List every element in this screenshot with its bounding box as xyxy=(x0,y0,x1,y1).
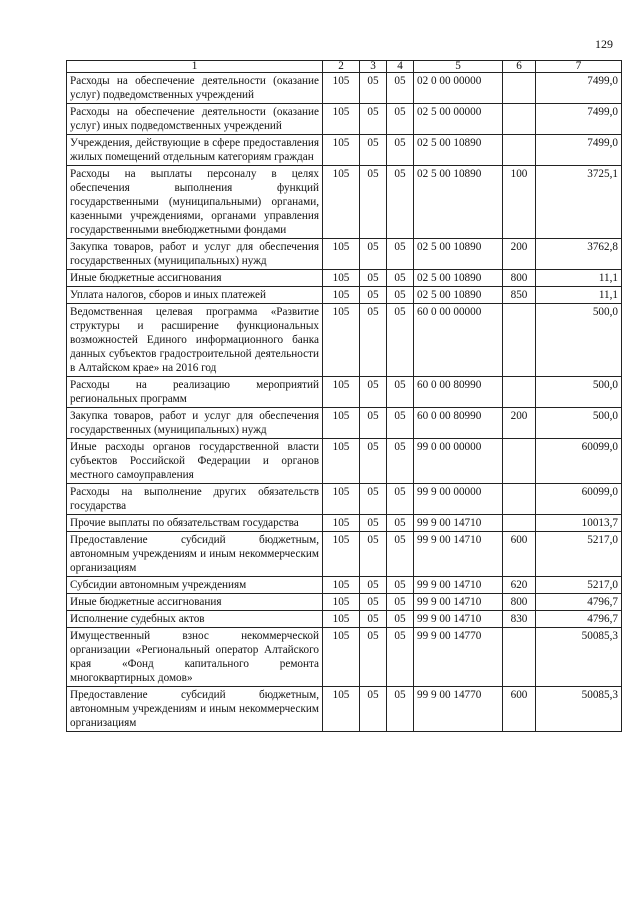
row-name-cell: Расходы на реализацию мероприятий региональных программ xyxy=(67,377,323,408)
admin-code-cell: 105 xyxy=(323,628,360,687)
admin-code-cell: 105 xyxy=(323,239,360,270)
amount-cell: 50085,3 xyxy=(536,628,622,687)
amount-cell: 10013,7 xyxy=(536,515,622,532)
row-name-cell: Закупка товаров, работ и услуг для обеспечения государственных (муниципальных) нужд xyxy=(67,408,323,439)
section-code-cell: 05 xyxy=(360,515,387,532)
expense-type-code-cell xyxy=(503,377,536,408)
table-row xyxy=(67,270,622,287)
section-code-cell: 05 xyxy=(360,304,387,377)
subsection-code-cell: 05 xyxy=(387,408,414,439)
subsection-code-cell: 05 xyxy=(387,484,414,515)
row-name-cell: Закупка товаров, работ и услуг для обеспечения государственных (муниципальных) нужд xyxy=(67,239,323,270)
subsection-code-cell: 05 xyxy=(387,135,414,166)
amount-cell: 500,0 xyxy=(536,304,622,377)
target-item-code-cell: 99 9 00 14770 xyxy=(414,687,503,732)
budget-table xyxy=(66,60,622,732)
table-row xyxy=(67,408,622,439)
column-header-1: 1 xyxy=(67,61,323,73)
subsection-code-cell: 05 xyxy=(387,687,414,732)
row-name-cell: Иные бюджетные ассигнования xyxy=(67,270,323,287)
subsection-code-cell: 05 xyxy=(387,611,414,628)
column-header-3: 3 xyxy=(360,61,387,73)
section-code-cell: 05 xyxy=(360,532,387,577)
row-name-cell: Предоставление субсидий бюджетным, автономным учреждениям и иным некоммерческим организациям xyxy=(67,532,323,577)
table-row xyxy=(67,628,622,687)
admin-code-cell: 105 xyxy=(323,135,360,166)
table-row xyxy=(67,594,622,611)
subsection-code-cell: 05 xyxy=(387,304,414,377)
amount-cell: 11,1 xyxy=(536,270,622,287)
target-item-code-cell: 02 5 00 10890 xyxy=(414,287,503,304)
subsection-code-cell: 05 xyxy=(387,73,414,104)
target-item-code-cell: 02 5 00 10890 xyxy=(414,166,503,239)
table-row xyxy=(67,577,622,594)
section-code-cell: 05 xyxy=(360,408,387,439)
subsection-code-cell: 05 xyxy=(387,515,414,532)
target-item-code-cell: 60 0 00 80990 xyxy=(414,408,503,439)
table-body xyxy=(67,73,622,732)
expense-type-code-cell xyxy=(503,304,536,377)
expense-type-code-cell xyxy=(503,515,536,532)
section-code-cell: 05 xyxy=(360,611,387,628)
target-item-code-cell: 99 9 00 14770 xyxy=(414,628,503,687)
admin-code-cell: 105 xyxy=(323,270,360,287)
admin-code-cell: 105 xyxy=(323,484,360,515)
target-item-code-cell: 02 5 00 10890 xyxy=(414,239,503,270)
target-item-code-cell: 99 9 00 14710 xyxy=(414,515,503,532)
subsection-code-cell: 05 xyxy=(387,594,414,611)
subsection-code-cell: 05 xyxy=(387,439,414,484)
table-row xyxy=(67,287,622,304)
section-code-cell: 05 xyxy=(360,73,387,104)
table-row xyxy=(67,439,622,484)
admin-code-cell: 105 xyxy=(323,577,360,594)
amount-cell: 500,0 xyxy=(536,408,622,439)
column-header-2: 2 xyxy=(323,61,360,73)
table-row xyxy=(67,166,622,239)
column-header-5: 5 xyxy=(414,61,503,73)
row-name-cell: Расходы на выплаты персоналу в целях обеспечения выполнения функций государственными (муниципальными) органами, казенными учреждениями, органами управления государственными внебюджетными фондами xyxy=(67,166,323,239)
table-row xyxy=(67,515,622,532)
expense-type-code-cell: 800 xyxy=(503,270,536,287)
row-name-cell: Предоставление субсидий бюджетным, автономным учреждениям и иным некоммерческим организациям xyxy=(67,687,323,732)
row-name-cell: Прочие выплаты по обязательствам государства xyxy=(67,515,323,532)
row-name-cell: Субсидии автономным учреждениям xyxy=(67,577,323,594)
row-name-cell: Ведомственная целевая программа «Развитие структуры и расширение функциональных возможностей Единого информационного банка данных субъектов градостроительной деятельности в Алтайском крае» на 2016 год xyxy=(67,304,323,377)
amount-cell: 4796,7 xyxy=(536,594,622,611)
section-code-cell: 05 xyxy=(360,577,387,594)
admin-code-cell: 105 xyxy=(323,515,360,532)
section-code-cell: 05 xyxy=(360,687,387,732)
target-item-code-cell: 02 5 00 00000 xyxy=(414,104,503,135)
row-name-cell: Расходы на обеспечение деятельности (оказание услуг) иных подведомственных учреждений xyxy=(67,104,323,135)
row-name-cell: Имущественный взнос некоммерческой организации «Региональный оператор Алтайского края «Фонд капитального ремонта многоквартирных домов» xyxy=(67,628,323,687)
table-row xyxy=(67,135,622,166)
expense-type-code-cell: 600 xyxy=(503,687,536,732)
admin-code-cell: 105 xyxy=(323,532,360,577)
subsection-code-cell: 05 xyxy=(387,628,414,687)
section-code-cell: 05 xyxy=(360,439,387,484)
expense-type-code-cell: 850 xyxy=(503,287,536,304)
admin-code-cell: 105 xyxy=(323,611,360,628)
amount-cell: 60099,0 xyxy=(536,484,622,515)
column-header-7: 7 xyxy=(536,61,622,73)
table-row xyxy=(67,239,622,270)
target-item-code-cell: 99 9 00 14710 xyxy=(414,594,503,611)
expense-type-code-cell xyxy=(503,628,536,687)
target-item-code-cell: 02 0 00 00000 xyxy=(414,73,503,104)
amount-cell: 7499,0 xyxy=(536,104,622,135)
subsection-code-cell: 05 xyxy=(387,287,414,304)
amount-cell: 7499,0 xyxy=(536,73,622,104)
target-item-code-cell: 02 5 00 10890 xyxy=(414,270,503,287)
amount-cell: 60099,0 xyxy=(536,439,622,484)
row-name-cell: Иные бюджетные ассигнования xyxy=(67,594,323,611)
expense-type-code-cell: 830 xyxy=(503,611,536,628)
column-header-4: 4 xyxy=(387,61,414,73)
expense-type-code-cell xyxy=(503,135,536,166)
table-row xyxy=(67,484,622,515)
expense-type-code-cell xyxy=(503,484,536,515)
target-item-code-cell: 60 0 00 00000 xyxy=(414,304,503,377)
table-row xyxy=(67,687,622,732)
amount-cell: 500,0 xyxy=(536,377,622,408)
subsection-code-cell: 05 xyxy=(387,577,414,594)
expense-type-code-cell xyxy=(503,439,536,484)
target-item-code-cell: 99 9 00 14710 xyxy=(414,611,503,628)
section-code-cell: 05 xyxy=(360,166,387,239)
admin-code-cell: 105 xyxy=(323,166,360,239)
target-item-code-cell: 60 0 00 80990 xyxy=(414,377,503,408)
subsection-code-cell: 05 xyxy=(387,104,414,135)
amount-cell: 50085,3 xyxy=(536,687,622,732)
row-name-cell: Иные расходы органов государственной власти субъектов Российской Федерации и органов местного самоуправления xyxy=(67,439,323,484)
subsection-code-cell: 05 xyxy=(387,377,414,408)
amount-cell: 4796,7 xyxy=(536,611,622,628)
section-code-cell: 05 xyxy=(360,594,387,611)
section-code-cell: 05 xyxy=(360,287,387,304)
section-code-cell: 05 xyxy=(360,135,387,166)
target-item-code-cell: 02 5 00 10890 xyxy=(414,135,503,166)
row-name-cell: Уплата налогов, сборов и иных платежей xyxy=(67,287,323,304)
target-item-code-cell: 99 9 00 00000 xyxy=(414,484,503,515)
subsection-code-cell: 05 xyxy=(387,532,414,577)
admin-code-cell: 105 xyxy=(323,377,360,408)
target-item-code-cell: 99 0 00 00000 xyxy=(414,439,503,484)
section-code-cell: 05 xyxy=(360,104,387,135)
table-header xyxy=(67,61,622,73)
admin-code-cell: 105 xyxy=(323,304,360,377)
header-row xyxy=(67,61,622,73)
section-code-cell: 05 xyxy=(360,484,387,515)
row-name-cell: Исполнение судебных актов xyxy=(67,611,323,628)
admin-code-cell: 105 xyxy=(323,408,360,439)
subsection-code-cell: 05 xyxy=(387,239,414,270)
row-name-cell: Расходы на выполнение других обязательств государства xyxy=(67,484,323,515)
page-number: 129 xyxy=(595,37,613,51)
admin-code-cell: 105 xyxy=(323,104,360,135)
subsection-code-cell: 05 xyxy=(387,166,414,239)
row-name-cell: Учреждения, действующие в сфере предоставления жилых помещений отдельным категориям граждан xyxy=(67,135,323,166)
table-row xyxy=(67,73,622,104)
table-row xyxy=(67,611,622,628)
admin-code-cell: 105 xyxy=(323,73,360,104)
expense-type-code-cell xyxy=(503,73,536,104)
section-code-cell: 05 xyxy=(360,628,387,687)
expense-type-code-cell: 100 xyxy=(503,166,536,239)
amount-cell: 3725,1 xyxy=(536,166,622,239)
admin-code-cell: 105 xyxy=(323,287,360,304)
expense-type-code-cell: 200 xyxy=(503,239,536,270)
expense-type-code-cell: 620 xyxy=(503,577,536,594)
section-code-cell: 05 xyxy=(360,270,387,287)
row-name-cell: Расходы на обеспечение деятельности (оказание услуг) подведомственных учреждений xyxy=(67,73,323,104)
target-item-code-cell: 99 9 00 14710 xyxy=(414,532,503,577)
expense-type-code-cell: 800 xyxy=(503,594,536,611)
amount-cell: 5217,0 xyxy=(536,577,622,594)
amount-cell: 3762,8 xyxy=(536,239,622,270)
table-row xyxy=(67,104,622,135)
expense-type-code-cell: 200 xyxy=(503,408,536,439)
table-row xyxy=(67,532,622,577)
expense-type-code-cell: 600 xyxy=(503,532,536,577)
amount-cell: 11,1 xyxy=(536,287,622,304)
admin-code-cell: 105 xyxy=(323,687,360,732)
section-code-cell: 05 xyxy=(360,239,387,270)
table-row xyxy=(67,377,622,408)
section-code-cell: 05 xyxy=(360,377,387,408)
table-row xyxy=(67,304,622,377)
amount-cell: 5217,0 xyxy=(536,532,622,577)
column-header-6: 6 xyxy=(503,61,536,73)
target-item-code-cell: 99 9 00 14710 xyxy=(414,577,503,594)
admin-code-cell: 105 xyxy=(323,439,360,484)
admin-code-cell: 105 xyxy=(323,594,360,611)
amount-cell: 7499,0 xyxy=(536,135,622,166)
expense-type-code-cell xyxy=(503,104,536,135)
subsection-code-cell: 05 xyxy=(387,270,414,287)
